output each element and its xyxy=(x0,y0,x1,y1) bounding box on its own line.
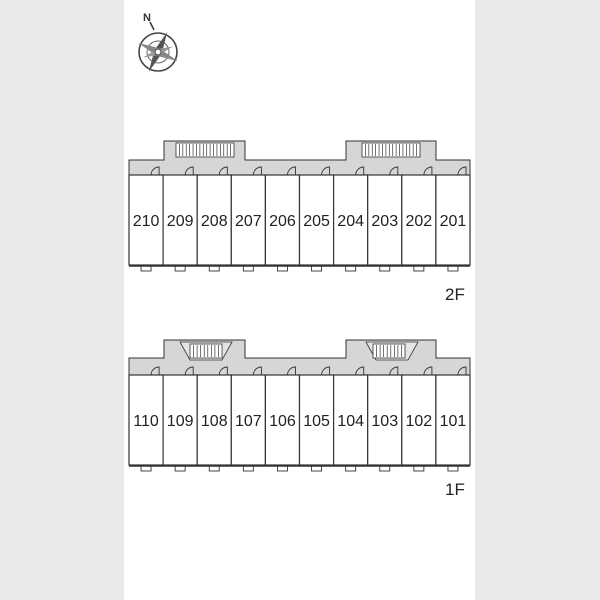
floor-1f-plan xyxy=(129,340,470,499)
unit-106 xyxy=(265,367,299,471)
unit-label: 110 xyxy=(133,413,159,430)
unit-label: 102 xyxy=(405,413,433,430)
corridor-1f xyxy=(129,340,470,375)
unit-label: 105 xyxy=(303,413,330,430)
unit-104 xyxy=(334,367,368,471)
unit-105 xyxy=(300,367,334,471)
unit-103 xyxy=(368,367,402,471)
unit-label: 109 xyxy=(166,413,194,430)
stairs-2f-right xyxy=(362,143,420,157)
unit-label: 101 xyxy=(439,413,467,430)
unit-107 xyxy=(231,367,265,471)
floor-2f-plan xyxy=(129,141,470,304)
unit-label: 203 xyxy=(371,213,399,230)
north-label: N xyxy=(143,12,151,24)
unit-109 xyxy=(163,367,197,471)
unit-label: 201 xyxy=(439,213,467,230)
unit-102 xyxy=(402,367,436,471)
unit-label: 106 xyxy=(269,413,296,430)
unit-label: 108 xyxy=(200,413,228,430)
unit-202 xyxy=(402,167,436,271)
stairs-2f-left xyxy=(176,143,234,157)
floor-label-2f: 2F xyxy=(445,285,465,304)
unit-207 xyxy=(231,167,265,271)
unit-label: 104 xyxy=(337,413,365,430)
unit-label: 208 xyxy=(200,213,228,230)
unit-label: 204 xyxy=(337,213,365,230)
unit-208 xyxy=(197,167,231,271)
floor-label-1f: 1F xyxy=(445,480,465,499)
unit-204 xyxy=(334,167,368,271)
unit-201 xyxy=(436,167,470,271)
unit-108 xyxy=(197,367,231,471)
unit-label: 210 xyxy=(132,213,160,230)
unit-205 xyxy=(300,167,334,271)
unit-label: 207 xyxy=(234,213,262,230)
unit-label: 107 xyxy=(234,413,262,430)
unit-label: 202 xyxy=(405,213,433,230)
unit-label: 103 xyxy=(371,413,399,430)
unit-210 xyxy=(129,167,163,271)
unit-110 xyxy=(129,367,163,471)
unit-label: 206 xyxy=(269,213,296,230)
unit-label: 209 xyxy=(166,213,194,230)
unit-label: 205 xyxy=(303,213,330,230)
unit-206 xyxy=(265,167,299,271)
unit-101 xyxy=(436,367,470,471)
unit-209 xyxy=(163,167,197,271)
compass-rose-icon xyxy=(129,12,187,81)
unit-203 xyxy=(368,167,402,271)
